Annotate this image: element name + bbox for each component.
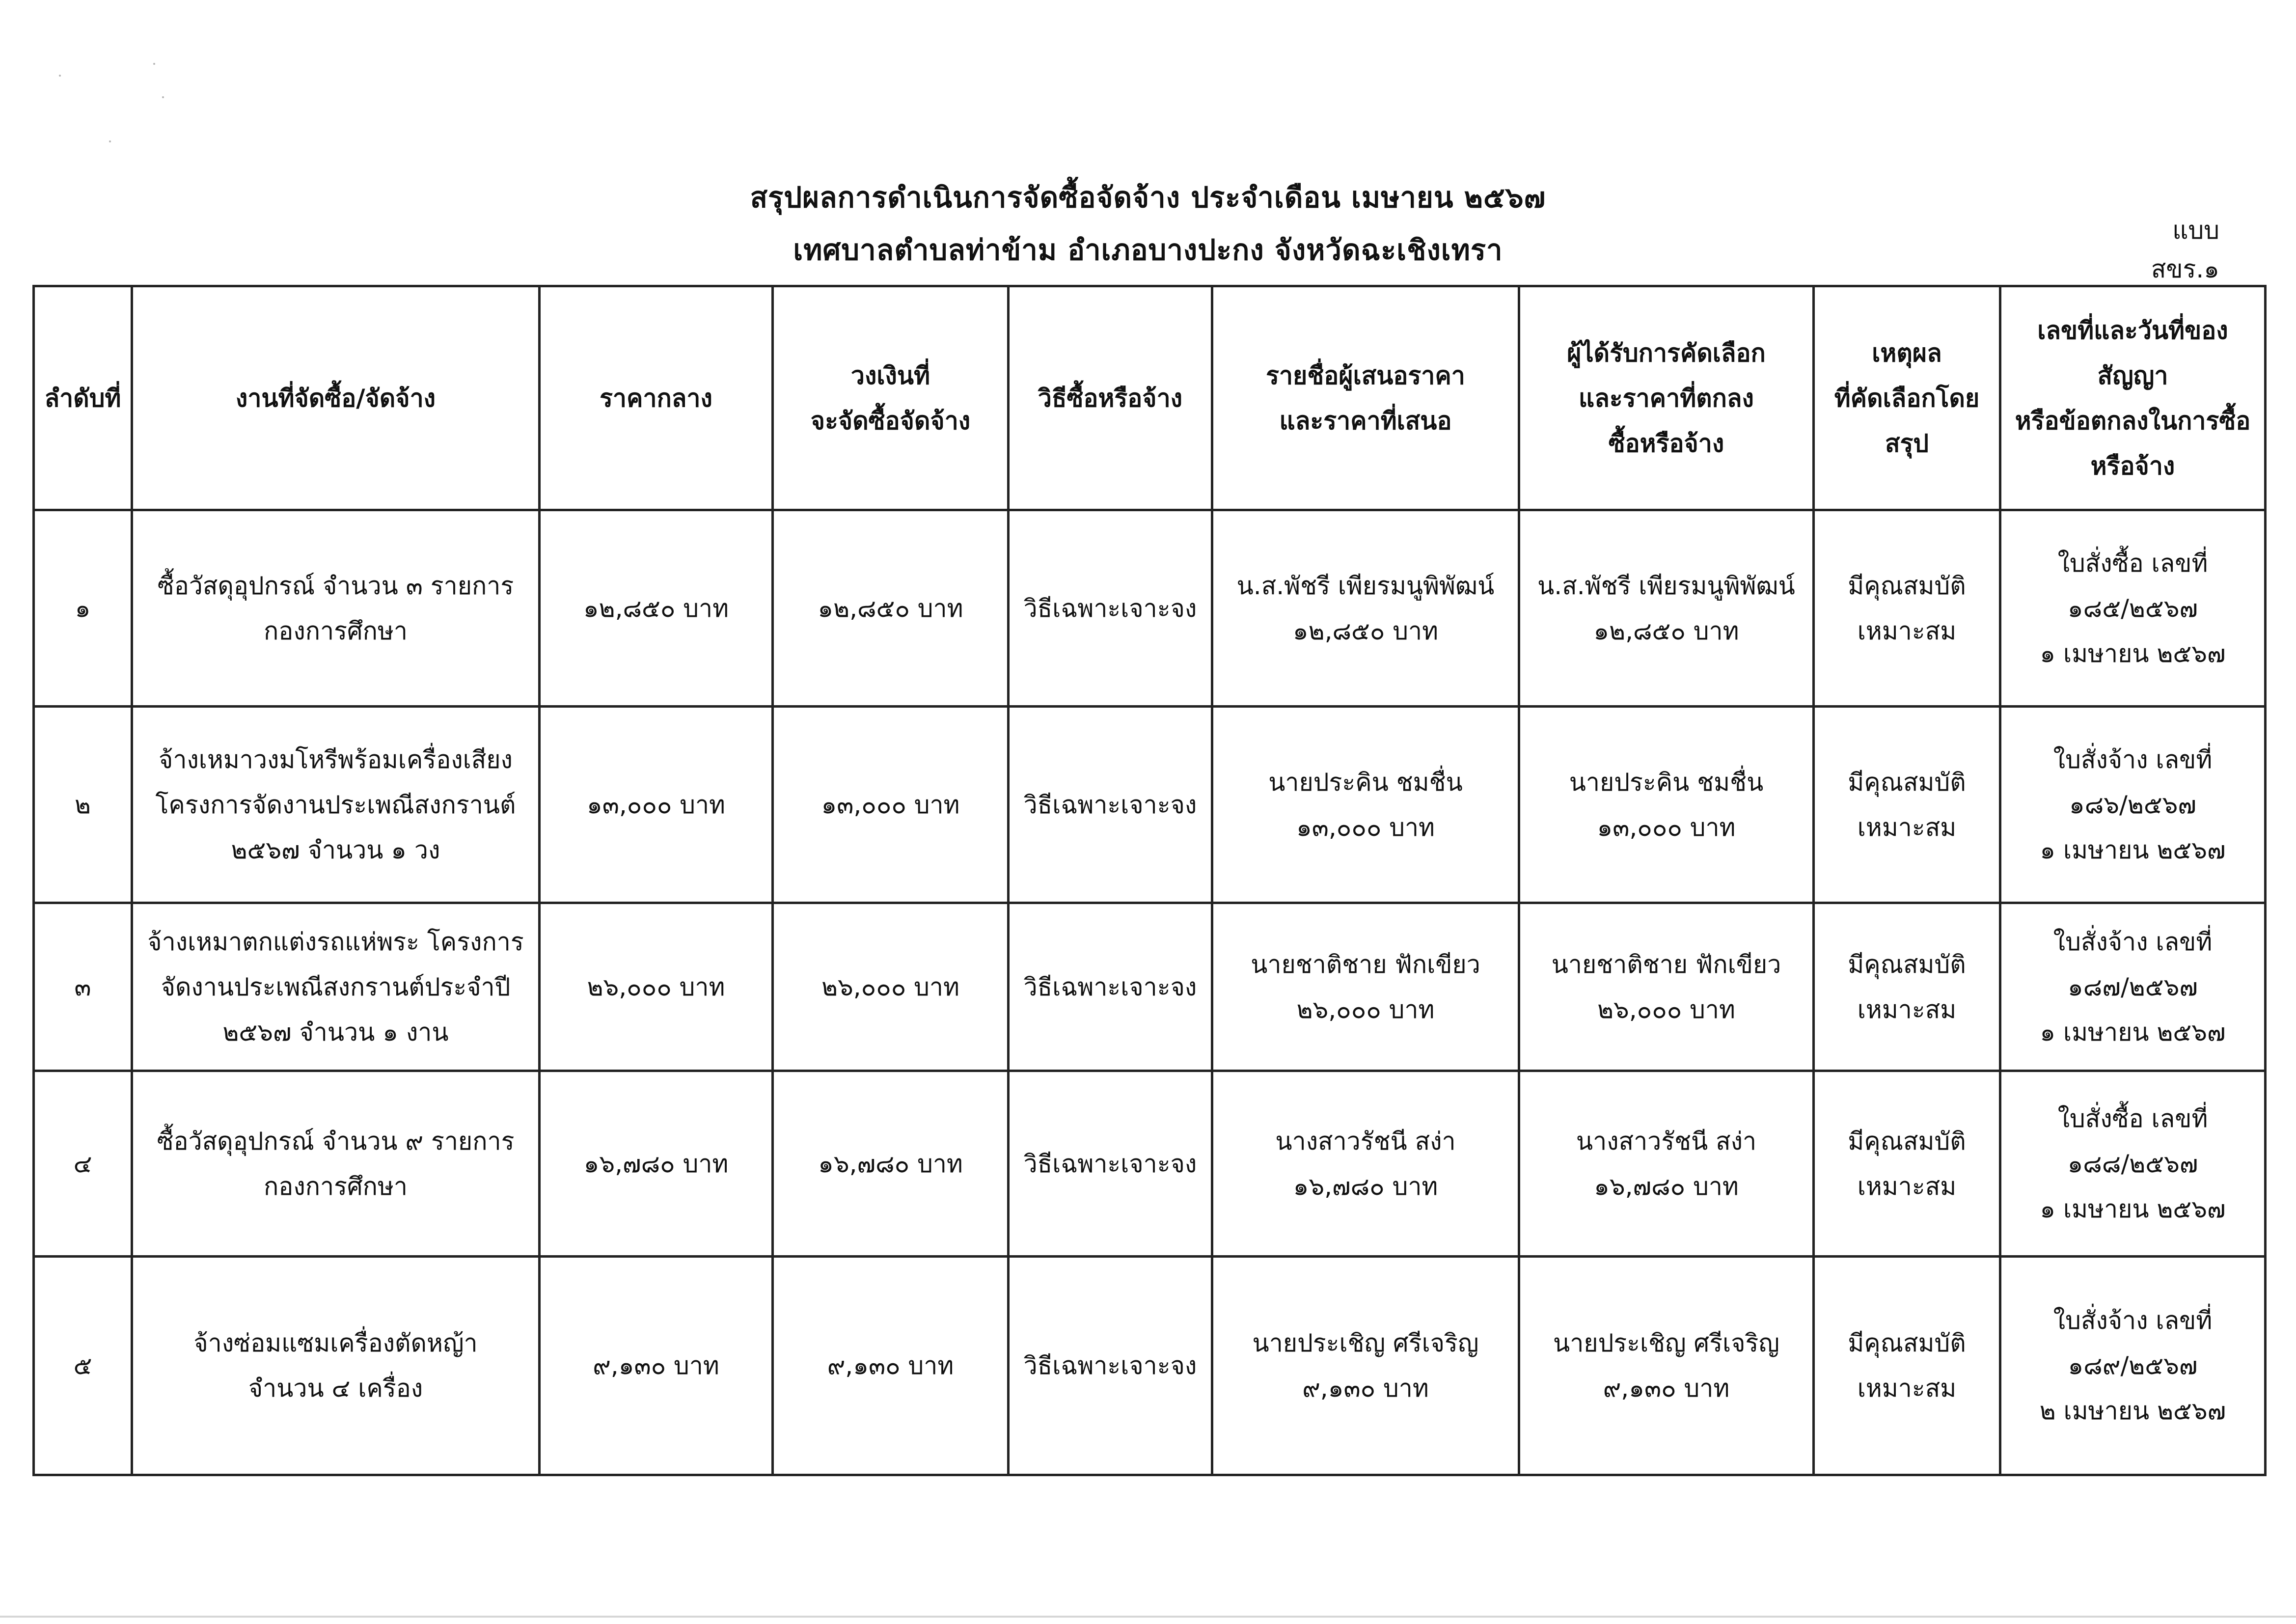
header-text: ราคากลาง [600, 384, 712, 413]
cell-item-line: ๒๕๖๗ จำนวน ๑ วง [231, 835, 440, 864]
cell-bidders [1212, 903, 1519, 1071]
table-row [34, 510, 2266, 707]
header-text: ซื้อหรือจ้าง [1608, 429, 1724, 458]
cell-median-price [540, 707, 773, 903]
cell-item-line: จำนวน ๔ เครื่อง [248, 1374, 423, 1403]
cell-median-price-text: ๑๖,๗๘๐ บาท [583, 1149, 729, 1178]
cell-selected-line: ๑๖,๗๘๐ บาท [1594, 1172, 1739, 1201]
cell-selected-line: ๒๖,๐๐๐ บาท [1597, 995, 1735, 1024]
cell-no [34, 1257, 132, 1475]
cell-budget-text: ๒๖,๐๐๐ บาท [821, 972, 959, 1001]
cell-item-line: ซื้อวัสดุอุปกรณ์ จำนวน ๓ รายการ [157, 571, 514, 600]
cell-item-line: จ้างซ่อมแซมเครื่องตัดหญ้า [193, 1329, 478, 1357]
cell-budget [773, 510, 1009, 707]
cell-median-price-text: ๙,๑๓๐ บาท [593, 1351, 719, 1380]
cell-method [1009, 1257, 1212, 1475]
cell-median-price-text: ๒๖,๐๐๐ บาท [587, 972, 725, 1001]
cell-selected-line: นายประคิน ชมชื่น [1569, 768, 1764, 797]
cell-bidders-line: ๑๖,๗๘๐ บาท [1293, 1172, 1438, 1201]
cell-method [1009, 707, 1212, 903]
cell-reason-line: มีคุณสมบัติ [1848, 571, 1966, 600]
cell-item-line: กองการศึกษา [264, 616, 408, 645]
cell-item-line: จัดงานประเพณีสงกรานต์ประจำปี [161, 972, 511, 1001]
cell-bidders [1212, 1257, 1519, 1475]
header-text: เหตุผล [1872, 338, 1942, 367]
cell-reason [1814, 707, 2000, 903]
cell-budget-text: ๑๖,๗๘๐ บาท [818, 1149, 963, 1178]
cell-contract [2000, 903, 2266, 1071]
cell-contract [2000, 707, 2266, 903]
table-row [34, 1257, 2266, 1475]
cell-method-text: วิธีเฉพาะเจาะจง [1023, 1149, 1197, 1178]
cell-reason-line: เหมาะสม [1857, 616, 1957, 645]
cell-method-text: วิธีเฉพาะเจาะจง [1023, 790, 1197, 819]
cell-no [34, 903, 132, 1071]
cell-bidders-line: น.ส.พัชรี เพียรมนูพิพัฒน์ [1236, 571, 1495, 600]
header-text: วงเงินที่ [850, 361, 930, 390]
cell-selected-line: ๑๓,๐๐๐ บาท [1597, 813, 1736, 842]
cell-budget [773, 1071, 1009, 1257]
header-text: และราคาที่เสนอ [1279, 406, 1452, 435]
table-row [34, 1071, 2266, 1257]
scan-edge [0, 1616, 2296, 1618]
cell-item-line: โครงการจัดงานประเพณีสงกรานต์ [155, 790, 516, 819]
header-contract [2000, 286, 2266, 510]
cell-no-text: ๑ [75, 594, 91, 623]
cell-median-price [540, 903, 773, 1071]
header-text: ลำดับที่ [44, 384, 121, 413]
header-no [34, 286, 132, 510]
cell-contract-line: ใบสั่งจ้าง เลขที่ [2053, 927, 2213, 956]
cell-item-line: ๒๕๖๗ จำนวน ๑ งาน [222, 1018, 449, 1046]
header-item [132, 286, 540, 510]
cell-contract-line: ๑ เมษายน ๒๕๖๗ [2040, 1018, 2226, 1046]
cell-reason [1814, 1257, 2000, 1475]
cell-no-text: ๒ [75, 790, 91, 819]
cell-median-price [540, 510, 773, 707]
cell-selected-line: น.ส.พัชรี เพียรมนูพิพัฒน์ [1537, 571, 1795, 600]
header-text: วิธีซื้อหรือจ้าง [1038, 384, 1183, 413]
header-text: และราคาที่ตกลง [1579, 384, 1754, 413]
cell-contract [2000, 1071, 2266, 1257]
header-text: เลขที่และวันที่ของ [2037, 316, 2228, 345]
cell-contract-line: ๑ เมษายน ๒๕๖๗ [2040, 639, 2226, 668]
cell-no-text: ๔ [73, 1149, 92, 1178]
cell-contract-line: ๑๘๕/๒๕๖๗ [2067, 594, 2198, 623]
cell-selected-line: นางสาวรัชนี สง่า [1576, 1127, 1757, 1156]
header-reason [1814, 286, 2000, 510]
header-text: สัญญา [2097, 361, 2168, 390]
cell-selected-line: ๑๒,๘๕๐ บาท [1593, 616, 1739, 645]
cell-item [132, 903, 540, 1071]
cell-no [34, 707, 132, 903]
cell-budget [773, 707, 1009, 903]
cell-budget [773, 1257, 1009, 1475]
cell-contract-line: ๒ เมษายน ๒๕๖๗ [2039, 1397, 2226, 1425]
cell-item [132, 707, 540, 903]
cell-selected [1519, 510, 1814, 707]
cell-median-price-text: ๑๓,๐๐๐ บาท [586, 790, 726, 819]
cell-contract-line: ๑๘๖/๒๕๖๗ [2069, 790, 2197, 819]
cell-bidders-line: ๒๖,๐๐๐ บาท [1296, 995, 1435, 1024]
cell-reason-line: เหมาะสม [1857, 1374, 1957, 1403]
cell-no [34, 1071, 132, 1257]
cell-selected [1519, 707, 1814, 903]
form-code: แบบ สขร.๑ [2151, 216, 2219, 283]
cell-contract-line: ๑๘๙/๒๕๖๗ [2068, 1351, 2198, 1380]
document-subtitle: เทศบาลตำบลท่าข้าม อำเภอบางปะกง จังหวัดฉะเชิงเทรา [793, 233, 1503, 267]
cell-bidders-line: นายชาติชาย ฟักเขียว [1251, 950, 1480, 979]
header-text: จะจัดซื้อจัดจ้าง [810, 406, 971, 435]
cell-contract-line: ใบสั่งจ้าง เลขที่ [2053, 745, 2213, 774]
cell-selected [1519, 1257, 1814, 1475]
cell-no-text: ๕ [73, 1351, 92, 1380]
cell-reason-line: มีคุณสมบัติ [1848, 1127, 1966, 1156]
cell-bidders-line: นายประเชิญ ศรีเจริญ [1252, 1329, 1479, 1357]
cell-selected [1519, 903, 1814, 1071]
cell-reason-line: มีคุณสมบัติ [1848, 768, 1966, 797]
cell-no [34, 510, 132, 707]
cell-selected [1519, 1071, 1814, 1257]
cell-method [1009, 1071, 1212, 1257]
cell-item [132, 1071, 540, 1257]
table-row [34, 707, 2266, 903]
header-text: รายชื่อผู้เสนอราคา [1266, 361, 1465, 390]
cell-method-text: วิธีเฉพาะเจาะจง [1023, 972, 1197, 1001]
cell-contract-line: ๑ เมษายน ๒๕๖๗ [2040, 1194, 2226, 1223]
cell-item [132, 1257, 540, 1475]
header-text: ที่คัดเลือกโดย [1834, 384, 1980, 413]
scan-speck [153, 63, 155, 65]
cell-item-line: ซื้อวัสดุอุปกรณ์ จำนวน ๙ รายการ [157, 1127, 515, 1156]
header-text: สรุป [1885, 429, 1929, 458]
cell-contract-line: ใบสั่งจ้าง เลขที่ [2053, 1306, 2213, 1335]
header-median-price [540, 286, 773, 510]
cell-median-price [540, 1071, 773, 1257]
header-text: ผู้ได้รับการคัดเลือก [1567, 338, 1766, 367]
header-text: งานที่จัดซื้อ/จัดจ้าง [235, 384, 436, 413]
cell-bidders-line: ๙,๑๓๐ บาท [1302, 1374, 1429, 1403]
cell-method-text: วิธีเฉพาะเจาะจง [1023, 1351, 1197, 1380]
cell-bidders-line: นางสาวรัชนี สง่า [1275, 1127, 1456, 1156]
cell-reason-line: เหมาะสม [1857, 813, 1957, 842]
header-text: หรือข้อตกลงในการซื้อ [2015, 406, 2251, 435]
cell-budget-text: ๙,๑๓๐ บาท [827, 1351, 954, 1380]
cell-selected-line: ๙,๑๓๐ บาท [1603, 1374, 1730, 1403]
cell-contract-line: ๑๘๗/๒๕๖๗ [2068, 972, 2198, 1001]
cell-bidders-line: ๑๒,๘๕๐ บาท [1292, 616, 1439, 645]
cell-selected-line: นายประเชิญ ศรีเจริญ [1553, 1329, 1779, 1357]
cell-reason-line: เหมาะสม [1857, 1172, 1957, 1201]
table-row [34, 903, 2266, 1071]
header-method [1009, 286, 1212, 510]
cell-bidders-line: นายประคิน ชมชื่น [1268, 768, 1463, 797]
cell-budget-text: ๑๓,๐๐๐ บาท [821, 790, 960, 819]
cell-contract-line: ๑ เมษายน ๒๕๖๗ [2040, 835, 2226, 864]
cell-bidders [1212, 510, 1519, 707]
cell-bidders-line: ๑๓,๐๐๐ บาท [1296, 813, 1435, 842]
cell-item [132, 510, 540, 707]
cell-median-price [540, 1257, 773, 1475]
document-title: สรุปผลการดำเนินการจัดซื้อจัดจ้าง ประจำเดือน เมษายน ๒๕๖๗ [750, 181, 1546, 214]
cell-item-line: กองการศึกษา [264, 1172, 408, 1201]
cell-bidders [1212, 1071, 1519, 1257]
header-selected [1519, 286, 1814, 510]
cell-item-line: จ้างเหมาตกแต่งรถแห่พระ โครงการ [147, 927, 524, 956]
cell-reason [1814, 1071, 2000, 1257]
cell-contract-line: ใบสั่งซื้อ เลขที่ [2057, 549, 2208, 578]
cell-method-text: วิธีเฉพาะเจาะจง [1023, 594, 1197, 623]
cell-reason-line: มีคุณสมบัติ [1848, 1329, 1966, 1357]
cell-item-line: จ้างเหมาวงมโหรีพร้อมเครื่องเสียง [159, 745, 513, 774]
cell-reason [1814, 903, 2000, 1071]
header-text: หรือจ้าง [2090, 451, 2175, 480]
cell-contract-line: ๑๘๘/๒๕๖๗ [2067, 1149, 2198, 1178]
cell-no-text: ๓ [74, 972, 91, 1001]
cell-method [1009, 510, 1212, 707]
header-bidders [1212, 286, 1519, 510]
scan-speck [162, 96, 164, 98]
cell-reason-line: มีคุณสมบัติ [1848, 950, 1966, 979]
cell-bidders [1212, 707, 1519, 903]
cell-selected-line: นายชาติชาย ฟักเขียว [1551, 950, 1781, 979]
cell-median-price-text: ๑๒,๘๕๐ บาท [583, 594, 729, 623]
cell-method [1009, 903, 1212, 1071]
cell-reason [1814, 510, 2000, 707]
table-header-row [34, 286, 2266, 510]
cell-contract [2000, 1257, 2266, 1475]
cell-reason-line: เหมาะสม [1857, 995, 1957, 1024]
procurement-table [32, 285, 2267, 1476]
cell-contract-line: ใบสั่งซื้อ เลขที่ [2057, 1104, 2208, 1133]
cell-contract [2000, 510, 2266, 707]
cell-budget-text: ๑๒,๘๕๐ บาท [818, 594, 963, 623]
scan-speck [109, 140, 111, 142]
header-budget [773, 286, 1009, 510]
scan-speck [59, 75, 61, 77]
cell-budget [773, 903, 1009, 1071]
